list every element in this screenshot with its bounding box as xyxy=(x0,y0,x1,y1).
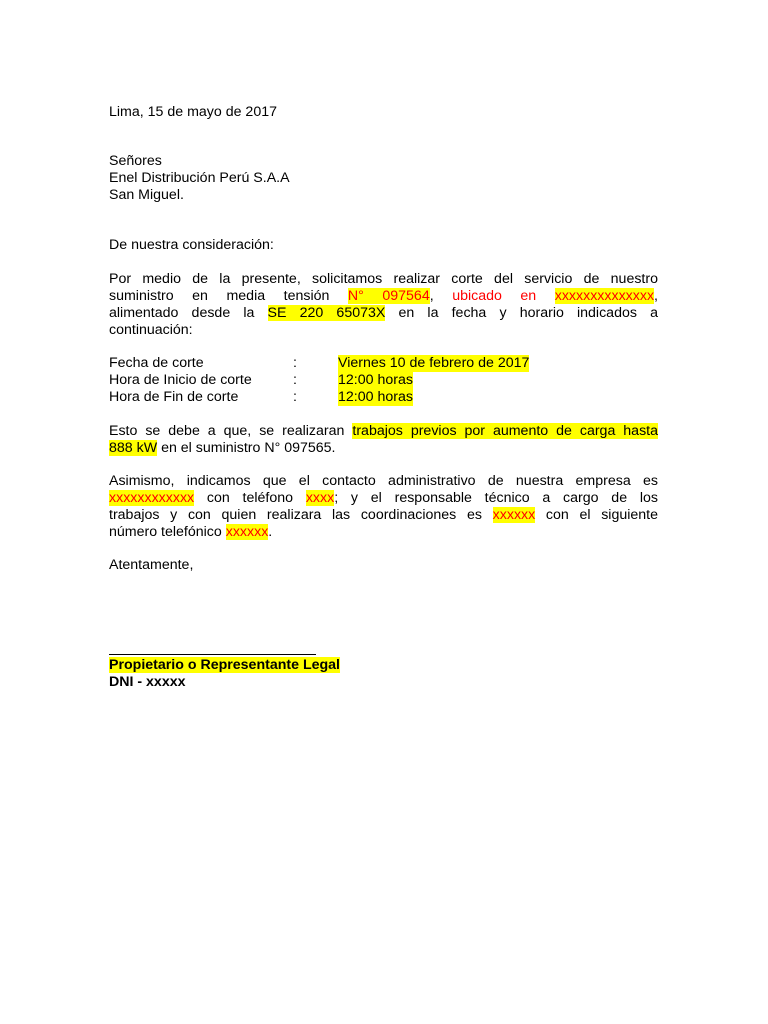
paragraph-request-line-3 xyxy=(109,305,658,322)
schedule-label: Hora de Inicio de corte xyxy=(109,372,252,388)
location-placeholder: xxxxxxxxxxxxxx xyxy=(554,288,655,304)
located-text: ubicado en xyxy=(452,288,537,304)
recipient-location: San Miguel. xyxy=(109,187,184,203)
reason-intro-text: Esto se debe a que, se realizaran xyxy=(109,423,345,439)
salutation: De nuestra consideración: xyxy=(109,237,274,253)
signature-dni: DNI - xxxxx xyxy=(109,674,186,690)
paragraph-contacts xyxy=(109,473,658,541)
admin-phone-placeholder: xxxx xyxy=(305,490,335,506)
admin-contact-placeholder: xxxxxxxxxxxx xyxy=(109,490,195,506)
supply-intro-text: suministro en media tensión xyxy=(109,288,330,304)
load-value: 888 kW xyxy=(109,440,158,456)
phone-intro-text: con teléfono xyxy=(206,490,294,506)
date-schedule-text: en la fecha y horario indicados a xyxy=(398,305,658,321)
substation-code: SE 220 65073X xyxy=(267,305,386,321)
schedule-value: 12:00 horas xyxy=(338,372,413,388)
paragraph-request xyxy=(109,271,658,339)
technical-name-placeholder: xxxxxx xyxy=(492,507,536,523)
signature-line xyxy=(109,654,316,655)
coordination-text: trabajos y con quien realizara las coordinaciones es xyxy=(109,507,482,523)
paragraph-contacts-line-3 xyxy=(109,507,658,524)
paragraph-request-line-1: Por medio de la presente, solicitamos realizar corte del servicio de nuestro xyxy=(109,271,658,287)
schedule-separator: : xyxy=(293,389,297,405)
schedule-separator: : xyxy=(293,355,297,371)
paragraph-contacts-line-1: Asimismo, indicamos que el contacto administrativo de nuestra empresa es xyxy=(109,473,658,489)
following-text: con el siguiente xyxy=(545,507,659,523)
fed-from-text: alimentado desde la xyxy=(109,305,255,321)
schedule-label: Fecha de corte xyxy=(109,355,204,371)
paragraph-contacts-line-2 xyxy=(109,490,658,507)
date-line: Lima, 15 de mayo de 2017 xyxy=(109,104,277,120)
schedule-row-start xyxy=(109,372,658,389)
schedule-value: 12:00 horas xyxy=(338,389,413,405)
schedule-row-date xyxy=(109,355,658,372)
recipient-company: Enel Distribución Perú S.A.A xyxy=(109,170,290,186)
paragraph-reason xyxy=(109,423,658,457)
schedule-label: Hora de Fin de corte xyxy=(109,389,239,405)
paragraph-contacts-line-4 xyxy=(109,524,658,541)
schedule-separator: : xyxy=(293,372,297,388)
technical-phone-placeholder: xxxxxx xyxy=(225,524,269,540)
recipient-line-1: Señores xyxy=(109,153,162,169)
closing: Atentamente, xyxy=(109,557,194,573)
schedule-row-end xyxy=(109,389,658,406)
supply-reference-text: en el suministro N° 097565. xyxy=(161,440,336,456)
schedule-value: Viernes 10 de febrero de 2017 xyxy=(338,355,530,371)
signature-title-text: Propietario o Representante Legal xyxy=(109,657,340,673)
signature-title xyxy=(109,657,340,674)
comma: , xyxy=(429,288,434,304)
paragraph-reason-line-2 xyxy=(109,440,658,457)
period: . xyxy=(268,524,273,540)
paragraph-reason-line-1 xyxy=(109,423,658,440)
paragraph-request-line-2 xyxy=(109,288,658,305)
paragraph-request-line-4: continuación: xyxy=(109,322,193,338)
comma: , xyxy=(654,288,658,304)
technical-intro-text: ; y el responsable técnico a cargo de los xyxy=(334,490,658,506)
supply-number: N° 097564 xyxy=(347,288,430,304)
phone-number-text: número telefónico xyxy=(109,524,222,540)
works-description: trabajos previos por aumento de carga hasta xyxy=(352,423,658,439)
